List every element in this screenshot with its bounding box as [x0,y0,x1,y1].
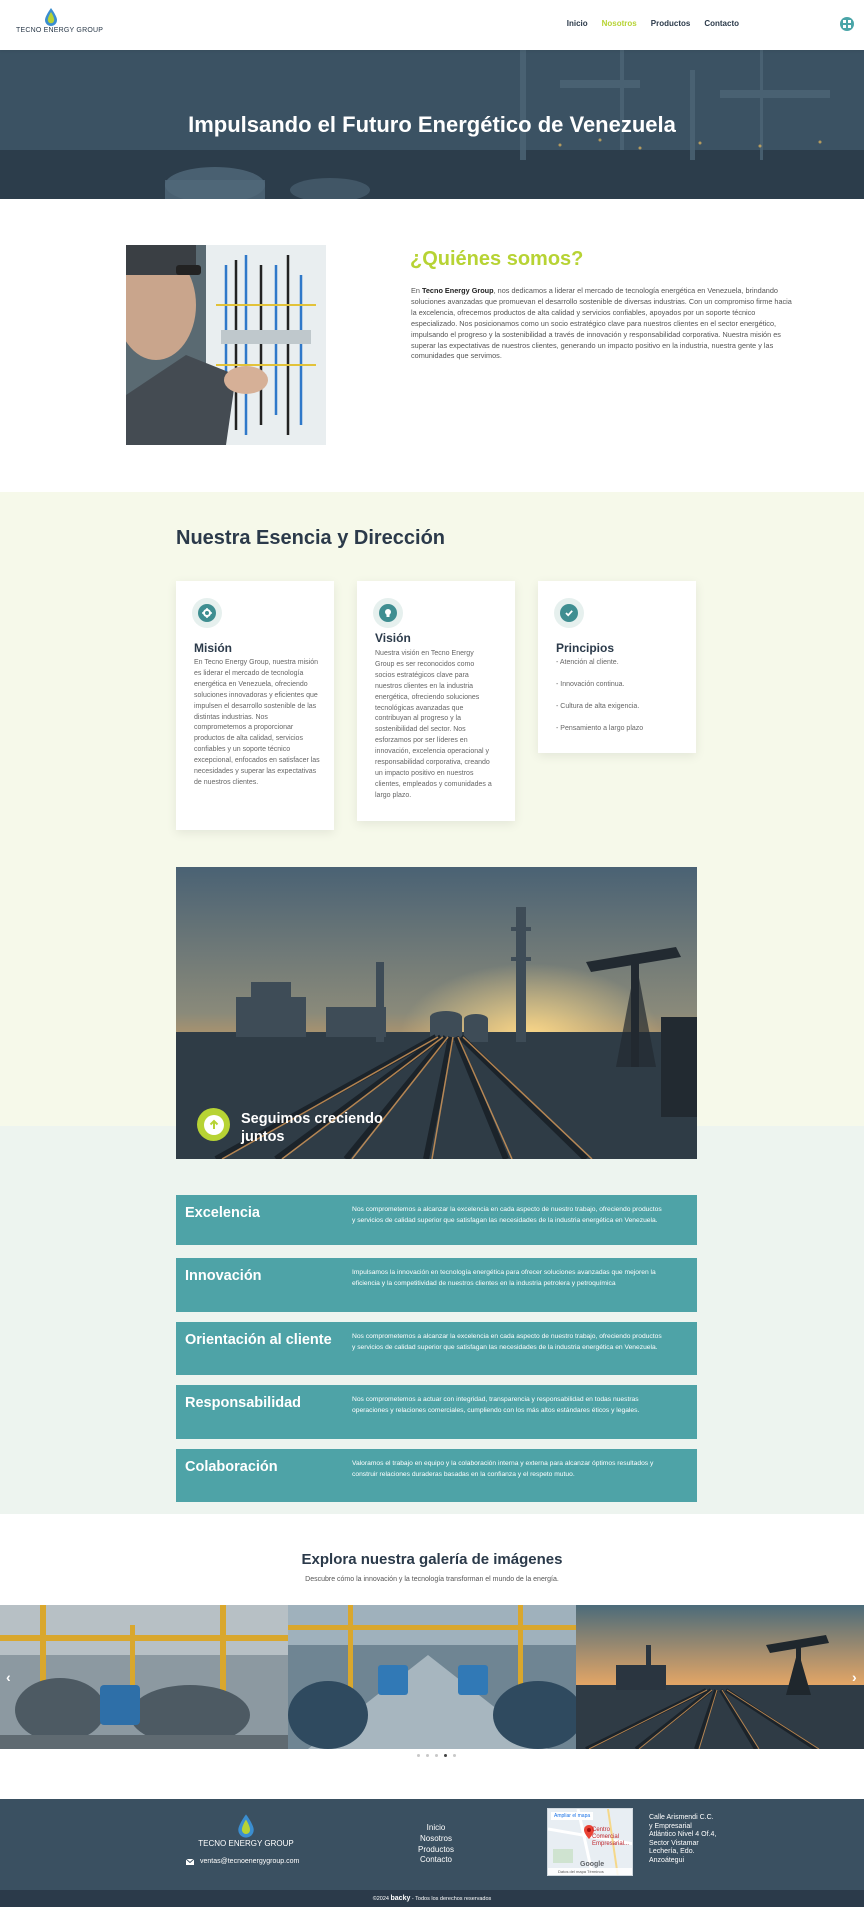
value-text: Nos comprometemos a alcanzar la excelencia en cada aspecto de nuestro trabajo, ofreciendo productos y servicios de calidad superior que satisfagan las necesidades de la industria energética en Venezuela. [352,1206,662,1224]
footer-email[interactable] [186,1858,299,1865]
gallery-dot[interactable] [435,1754,438,1757]
mision-card [176,581,334,830]
gallery-dot[interactable] [426,1754,429,1757]
value-title: Orientación al cliente [185,1332,332,1348]
value-card-innovacion [176,1258,697,1312]
gallery-subtitle: Descubre cómo la innovación y la tecnología transforman el mundo de la energía. [305,1576,559,1583]
gallery-next-button[interactable]: › [852,1669,857,1685]
footer-nav-nosotros[interactable]: Nosotros [419,1833,452,1843]
principios-card [538,581,696,753]
nav-item-inicio[interactable]: Inicio [566,19,588,28]
gallery-slide[interactable] [288,1605,576,1749]
value-card-orientacion [176,1322,697,1375]
lightbulb-icon [373,598,403,628]
map-enlarge-link[interactable]: Ampliar el mapa [551,1812,593,1820]
value-title: Innovación [185,1268,262,1284]
value-text: Nos comprometemos a alcanzar la excelencia en cada aspecto de nuestro trabajo, ofreciendo productos y servicios de calidad superior que satisfagan las necesidades de la industria energética en Venezuela. [352,1333,662,1351]
copyright-bar: ©2024 backy - Todos los derechos reservados [0,1890,864,1907]
gallery-prev-button[interactable]: ‹ [6,1669,11,1685]
about-brand: Tecno Energy Group [421,286,494,295]
site-header [0,0,864,50]
hero-title: Impulsando el Futuro Energético de Venezuela [188,112,676,137]
value-text: Impulsamos la innovación en tecnología energética para ofrecer soluciones avanzadas que mejoren la eficiencia y la competitividad de nuestros clientes en la industria petrolera y petroquímica [352,1269,656,1287]
footer-nav-contacto[interactable]: Contacto [419,1855,453,1865]
vision-card [357,581,515,821]
map-google-logo: Google [580,1861,605,1868]
hero-banner [0,50,864,199]
gallery-dot[interactable] [453,1754,456,1757]
logo-text: TECNO ENERGY GROUP [16,27,104,34]
arrow-up-icon [197,1108,230,1141]
principle-item: - Innovación continua. [556,681,625,688]
about-text: En Tecno Energy Group, nos dedicamos a liderar el mercado de tecnología energética en Venezuela, brindando soluciones avanzadas que promuevan el desarrollo sostenible de diversas industrias. Con un compromiso firme hacia la excelencia, ofrecemos productos de alta calidad y servicios confiables, apoyados por un soporte técnico especializado. Nos posicionamos como un socio estratégico clave para nuestros clientes en el sector energético, impulsando el progreso y la sostenibilidad a través de innovación y responsabilidad corporativa. Nuestra misión es superar las expectativas de nuestros clientes, generando un impacto positivo en la industria, nuestra gente y las comunidades que servimos. [411,286,792,361]
gallery-dots [417,1754,456,1757]
value-card-responsabilidad [176,1385,697,1439]
nav-item-nosotros[interactable]: Nosotros [601,19,637,28]
essence-title: Nuestra Esencia y Dirección [176,527,446,549]
principios-title: Principios [556,641,615,655]
location-map[interactable] [547,1808,633,1876]
footer-logo[interactable] [196,1814,296,1848]
principle-item: - Pensamiento a largo plazo [556,725,644,732]
logo-drop-icon [44,8,58,26]
footer-logo-text: TECNO ENERGY GROUP [198,1839,294,1848]
value-title: Colaboración [185,1459,278,1475]
map-footer: Datos del mapa Términos [548,1868,633,1875]
grid-menu-icon[interactable] [840,17,854,31]
gallery-dot-active[interactable] [444,1754,447,1757]
check-icon [554,598,584,628]
backy-logo[interactable]: backy [390,1895,411,1902]
value-text: Nos comprometemos a actuar con integridad, transparencia y responsabilidad en todas nuestras operaciones y relaciones comerciales, cumpliendo con los más altos estándares éticos y legales. [352,1396,640,1414]
footer-nav-productos[interactable]: Productos [417,1844,455,1854]
value-text: Valoramos el trabajo en equipo y la colaboración interna y externa para alcanzar óptimos resultados y construir relaciones duraderas basadas en la confianza y el respeto mutuo. [352,1460,654,1478]
value-title: Excelencia [185,1205,260,1221]
principle-item: - Atención al cliente. [556,659,619,666]
map-place-label: Centro Comercial Empresarial... [592,1827,630,1847]
principle-item: - Cultura de alta exigencia. [556,703,640,710]
gallery-slide[interactable] [576,1605,864,1749]
about-title: ¿Quiénes somos? [410,248,584,270]
value-card-excelencia [176,1195,697,1245]
envelope-icon [186,1859,194,1865]
main-nav [567,19,739,28]
gallery-title: Explora nuestra galería de imágenes [301,1551,563,1568]
nav-item-contacto[interactable]: Contacto [704,19,739,28]
technician-image [126,245,326,445]
logo[interactable] [16,8,104,34]
footer-nav-inicio[interactable]: Inicio [426,1823,446,1832]
footer-email-text[interactable]: ventas@tecnoenergygroup.com [200,1858,300,1865]
logo-drop-icon [237,1814,255,1838]
gallery-slide[interactable] [0,1605,288,1749]
footer-address: Calle Arismendi C.C. y Empresarial Atlántico Nivel 4 Of.4, Sector Vistamar Lechería, Edo. Anzoátegui [649,1814,717,1864]
banner-text: Seguimos creciendo juntos [241,1111,383,1145]
gallery-dot[interactable] [417,1754,420,1757]
vision-title: Visión [375,631,411,645]
value-card-colaboracion [176,1449,697,1502]
vision-text: Nuestra visión en Tecno Energy Group es ser reconocidos como socios estratégicos clave para nuestros clientes en la industria energética, ofreciendo soluciones tecnológicas avanzadas que contribuyan al progreso y la sostenibilidad del sector. Nos esforzamos por ser líderes en innovación, excelencia operacional y responsabilidad corporativa, creando un impacto positivo en nuestros clientes, empleados y comunidades a largo plazo. [375,650,492,799]
mision-text: En Tecno Energy Group, nuestra misión es liderar el mercado de tecnología energética en Venezuela, ofreciendo soluciones innovadoras y eficientes que impulsen el desarrollo sostenible de las distintas industrias. Nos comprometemos a proporcionar productos de alta calidad, servicios confiables y un soporte técnico excepcional, enfocados en satisfacer las necesidades y superar las expectativas de nuestros clientes. [194,659,320,786]
value-title: Responsabilidad [185,1395,302,1411]
footer-nav [406,1823,466,1866]
nav-item-productos[interactable]: Productos [650,19,691,28]
gallery-carousel[interactable] [0,1605,864,1749]
mision-title: Misión [194,641,232,655]
gear-icon [192,598,222,628]
